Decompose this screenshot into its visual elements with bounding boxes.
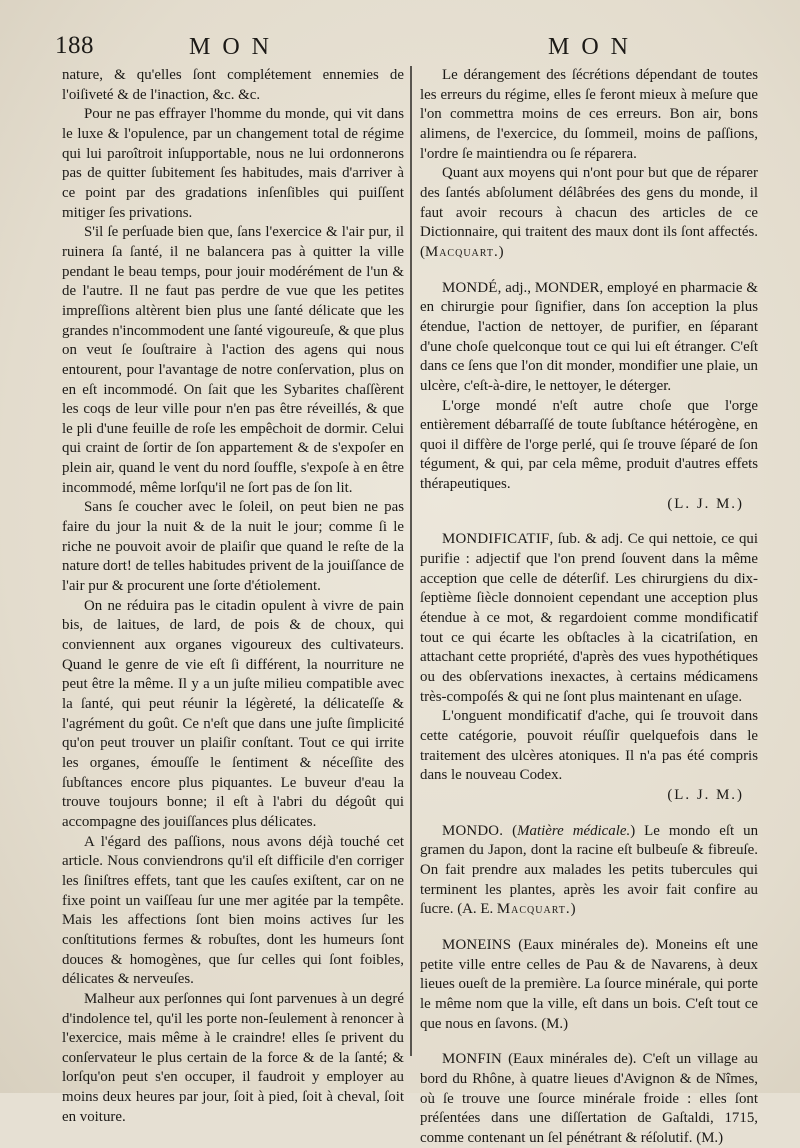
entry-paragraph [420,936,758,1034]
author-signature: (L. J. M.) [667,786,744,803]
paragraph-text: Quant aux moyens qui n'ont pour but que de réparer des ſantés abſolument délâbrées des gens du monde, il faut avoir recours à chacun des articles de ce Dictionnaire, qui traitent des maux dont ils ſont affectés. ( [420,165,758,260]
right-column [420,66,758,1148]
headword: MONDIFICATIF [442,531,550,548]
headword: MONDÉ [442,279,498,296]
page-header [55,30,760,64]
author-signature: Macquart. [424,243,499,260]
entry-paragraph [420,279,758,397]
paragraph: On ne réduira pas le citadin opulent à vivre de pain bis, de laitues, de lard, de pois & de choux, qui conviennent aux organes vigoureux des cultivateurs. Quand le genre de vie eſt ſi différent, la nourriture ne peut être la même. Il y a un juſte milieu compatible avec la ſanté, qui peut réunir la légèreté, la délicateſſe & l'agrément du goût. Ce n'eſt que dans une juſte ſimplicité qu'on peut trouver un plaiſir conſtant. Tout ce qui irrite les organes, émouſſe le ſentiment & néceſſite des ſubſtances encore plus piquantes. Le buveur d'eau la trouve toujours bonne; il eſt à l'abri du dégoût qui accompagne des jouiſſances plus délicates. [62,597,404,830]
entry-text: , adj., MONDER, employé en pharmacie & en chirurgie pour ſignifier, dans ſon acception la plus étendue, l'action de nettoyer, de purifier, en ſéparant d'une choſe quelconque tout ce qui lui eſt étranger. C'eſt dans ce ſens que l'on dit monder, mondifier une plaie, un ulcère, c'eſt-à-dire, le nettoyer, le déterger. [420,279,758,394]
paren-close: ) [498,243,504,260]
author-signature: (M.) [541,1015,569,1032]
paren-close: ) [570,901,576,918]
paragraph: S'il ſe perſuade bien que, ſans l'exercice & l'air pur, il ruinera ſa ſanté, il ne balancera pas à quitter la ville pendant le beau temps, pour jouir modérément de l'un & de l'autre. Il ne faut pas perdre de vue que les petites impreſſions altèrent bien plus une ſanté délicate que les grandes n'incommodent une ſanté vigoureuſe, & que plus on veut ſe ſouſtraire à l'action des agens qui nous entourent, pour l'avantage de notre conſervation, plus on en eſt incommodé. On ſait que les Sybarites chaſſèrent les coqs de leur ville pour n'en pas être réveillés, & que le pli d'une feuille de roſe les empêchoit de dormir. Celui qui craint de ſortir de ſon appartement & de s'expoſer en plein air, quand le vent du nord ſouffle, s'expoſe à en être incommodé, même lorſqu'il ne ſort pas de ſon lit. [62,224,404,496]
paren-open: ( [503,822,518,839]
subject-label: Matière médicale. [517,822,631,839]
headword: MONDO. [442,822,504,839]
entry-text: (Eaux minérales de). C'eſt un village au bord du Rhône, à quatre lieues d'Avignon & de Nîmes, où ſe trouve une ſource minérale froide : elles ſont préſentées dans une diſſertation de Gaſtaldi, 1715, comme contenant un ſel pénétrant & réſolutif. [420,1051,758,1146]
paragraph: nature, & qu'elles ſont complétement ennemies de l'oiſiveté & de l'inaction, &c. &c. [62,67,404,103]
paragraph: Malheur aux perſonnes qui ſont parvenues à un degré d'indolence tel, qu'il les porte non-ſeulement à renoncer à l'exercice, mais même à le craindre! elles ſe privent du conſervateur le plus certain de la force & de la ſanté; & lorſqu'on peut s'en occuper, il faudroit y employer au moins deux heures par jour, ſoit à pied, ſoit à cheval, ſoit en voiture. [62,990,404,1125]
entry-monfin [420,1050,758,1148]
paragraph: L'onguent mondificatif d'ache, qui ſe trouvoit dans cette catégorie, pouvoit réuſſir quelquefois dans le traitement des ulcères atoniques. Il n'a pas été compris dans le nouveau Codex. [420,708,758,784]
entry-paragraph [420,530,758,707]
headword: MONEINS [442,936,512,953]
entry-mondo [420,822,758,920]
running-head-right: MON [548,34,641,60]
running-head-left: MON [189,34,282,60]
paragraph [420,164,758,262]
paragraph: Le dérangement des ſécrétions dépendant de toutes les erreurs du régime, elles ſe feront mieux à meſure que l'on commettra moins de ces erreurs. Bon air, bons alimens, de l'exercice, du ſommeil, moins de paſſions, l'ordre ſe maintiendra ou ſe réparera. [420,67,758,162]
entry-mondificatif [420,530,758,805]
entry-text: Le mondo eſt un gramen du Japon, dont la racine eſt bulbeuſe & fibreuſe. On fait prendre aux malades les petits tubercules qui terminent les plantes, après les avoir fait confire au ſucre. (A. E. [420,822,759,918]
left-column [62,66,404,1127]
paren-close: ) [630,822,636,839]
entry-text: (Eaux minérales de). Moneins eſt une petite ville entre celles de Pau & de Navarens, à deux lieues oueſt de la première. La ſource minérale, qui porte le même nom que la ville, eſt dans un bois. C'eſt tout ce que nous en ſavons. [420,936,758,1032]
page-number: 188 [55,32,94,59]
entry-paragraph [420,1050,758,1148]
paragraph: A l'égard des paſſions, nous avons déjà touché cet article. Nous conviendrons qu'il eſt difficile d'en corriger les ſiniſtres effets, tant que les cauſes exiſtent, car on ne fixe point un vaiſſeau ſur une mer agitée par la tempête. Mais les affections ſont bien moins actives ſur les conſtitutions fermes & robuſtes, dont les humeurs ſont douces & homogènes, que ſur celles qui ſont foibles, délicates & nerveuſes. [62,833,404,988]
entry-monde [420,279,758,515]
entry-moneins [420,936,758,1034]
author-signature: (L. J. M.) [667,495,744,512]
author-signature: (M.) [696,1129,724,1146]
paragraph: L'orge mondé n'eſt autre choſe que l'orge entièrement débarraſſé de toute ſubſtance hétérogène, en quoi il diffère de l'orge perlé, qui ſe trouve ſéparé de ſon tégument, & qui, par cela même, produit d'autres effets thérapeutiques. [420,397,758,493]
entry-text: , ſub. & adj. Ce qui nettoie, ce qui purifie : adjectif que l'on prend ſouvent dans la même acception que celle de déterſif. Les chirurgiens du dix-ſeptième ſiècle donnoient cependant une acception plus étendue à ce mot, & regardoient comme mondificatif tout ce qui écarte les obſtacles à la cicatriſation, en attachant cette propriété, d'après des vues hypothétiques ou des obſervations inexactes, à certains médicamens très-compoſés & qui ne ſont plus maintenant en uſage. [420,531,758,705]
paragraph: Sans ſe coucher avec le ſoleil, on peut bien ne pas faire du jour la nuit & de la nuit le jour; comme ſi le riche ne pouvoit avoir de plaiſir que quand le reſte de la nature dort! de telles habitudes privent de la jouiſſance de l'air pur & procurent une ſorte d'étiolement. [62,499,404,595]
entry-paragraph [420,822,758,920]
paragraph: Pour ne pas effrayer l'homme du monde, qui vit dans le luxe & l'opulence, par un changement total de régime qui lui paroîtroit inſupportable, nous ne lui ordonnerons pas de quitter ſubitement ſes habitudes, mais d'arriver à ce point par des gradations inſenſibles qui puiſſent mitiger ſes privations. [62,106,404,221]
column-divider [410,66,412,1056]
headword: MONFIN [442,1051,502,1068]
author-signature: Macquart. [496,901,571,918]
